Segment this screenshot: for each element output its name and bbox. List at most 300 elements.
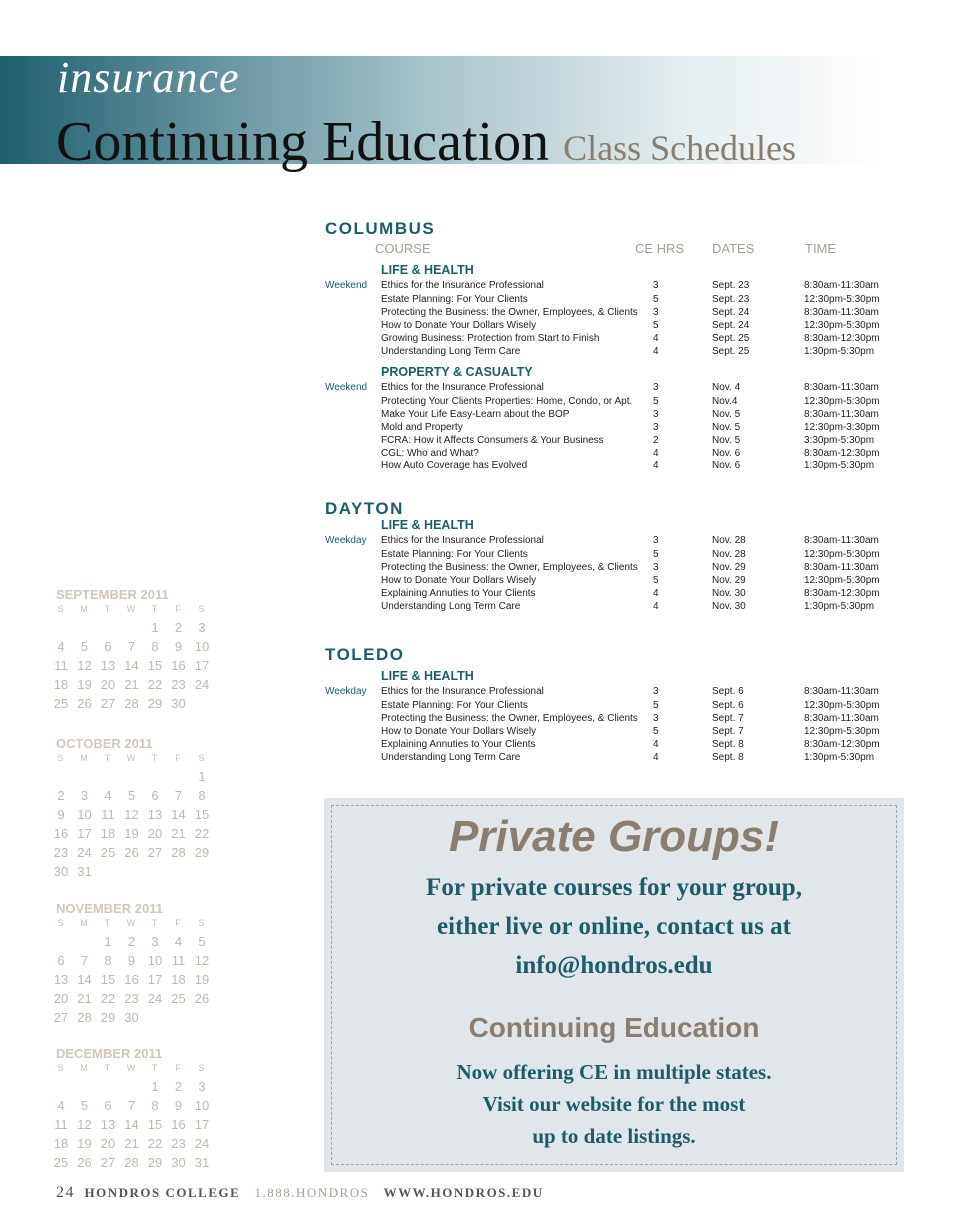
calendar-day: 28 <box>124 696 139 711</box>
course-time: 8:30am-12:30pm <box>804 738 880 750</box>
calendar-day: 26 <box>124 845 139 860</box>
calendar-day: 15 <box>100 972 116 987</box>
course-hours: 4 <box>653 447 659 459</box>
course-date: Sept. 7 <box>712 712 744 724</box>
course-hours: 3 <box>653 408 659 420</box>
course-time: 8:30am-11:30am <box>804 306 879 318</box>
course-time: 1:30pm-5:30pm <box>804 600 875 612</box>
course-time: 8:30am-11:30am <box>804 280 879 291</box>
calendar-weekday: T <box>151 753 158 763</box>
calendar-day: 12 <box>194 953 210 968</box>
calendar-day: 18 <box>100 826 116 841</box>
calendar-day: 30 <box>171 696 186 711</box>
course-hours: 3 <box>653 561 659 573</box>
calendar-day: 20 <box>147 826 163 841</box>
calendar-day: 27 <box>147 845 163 860</box>
section-title: LIFE & HEALTH <box>381 518 474 532</box>
calendar-day: 27 <box>100 696 116 711</box>
promo-line: up to date listings. <box>532 1124 696 1148</box>
calendar-day: 20 <box>53 991 69 1006</box>
course-name: Explaining Annuties to Your Clients <box>381 738 536 750</box>
city-toledo: TOLEDO <box>325 645 405 664</box>
course-name: Protecting Your Clients Properties: Home, Condo, or Apt. <box>381 395 633 407</box>
calendar-weekday: W <box>126 1063 136 1073</box>
calendar-day: 10 <box>147 953 163 968</box>
table-row <box>381 346 941 359</box>
course-date: Sept. 7 <box>712 725 744 737</box>
course-hours: 3 <box>653 535 659 546</box>
calendar-day: 13 <box>53 972 69 987</box>
course-name: CGL: Who and What? <box>381 447 479 459</box>
course-time: 8:30am-11:30am <box>804 561 879 573</box>
calendar-day: 9 <box>127 953 136 968</box>
calendar-day: 18 <box>171 972 186 987</box>
city-columbus: COLUMBUS <box>325 219 436 238</box>
calendar-day: 24 <box>147 991 163 1006</box>
calendar-day: 28 <box>171 845 186 860</box>
calendar-day: 18 <box>53 677 69 692</box>
course-date: Nov. 30 <box>712 600 746 612</box>
course-name: Ethics for the Insurance Professional <box>381 686 544 697</box>
calendar-day: 14 <box>124 1117 139 1132</box>
course-time: 12:30pm-5:30pm <box>804 725 880 737</box>
table-row <box>381 409 941 422</box>
calendar-day: 1 <box>151 1079 159 1094</box>
calendar-day: 30 <box>53 864 69 879</box>
calendar-day: 24 <box>194 677 210 692</box>
calendar-day: 19 <box>194 972 210 987</box>
calendar-day: 5 <box>80 1098 89 1113</box>
course-time: 12:30pm-5:30pm <box>804 293 880 305</box>
course-name: Explaining Annuties to Your Clients <box>381 587 536 599</box>
calendar-day: 23 <box>171 1136 186 1151</box>
col-header-time: TIME <box>805 241 837 256</box>
calendar-day: 6 <box>151 788 159 803</box>
course-name: Understanding Long Term Care <box>381 345 521 357</box>
course-date: Sept. 6 <box>712 686 744 697</box>
course-name: Protecting the Business: the Owner, Employees, & Clients <box>381 306 638 318</box>
schedule-tag: Weekday <box>325 686 367 697</box>
calendar-weekday: S <box>57 753 64 763</box>
calendar-day: 31 <box>194 1155 210 1170</box>
calendar-day: 26 <box>77 696 92 711</box>
course-hours: 3 <box>653 280 659 291</box>
table-row <box>381 333 941 346</box>
table-row <box>381 448 941 461</box>
calendar-day: 22 <box>147 1136 163 1151</box>
promo-line: Now offering CE in multiple states. <box>456 1060 772 1084</box>
calendar-day: 29 <box>100 1010 116 1025</box>
course-name: Protecting the Business: the Owner, Employees, & Clients <box>381 561 638 573</box>
schedule-tag: Weekday <box>325 535 367 546</box>
course-time: 8:30am-12:30pm <box>804 332 880 344</box>
course-date: Nov. 29 <box>712 574 746 586</box>
promo-line: Visit our website for the most <box>482 1092 746 1116</box>
course-date: Sept. 25 <box>712 332 750 344</box>
calendar-day: 25 <box>100 845 116 860</box>
calendar-day: 19 <box>77 1136 92 1151</box>
calendar-day: 12 <box>77 1117 92 1132</box>
calendar-weekday: F <box>175 753 181 763</box>
promo-line: either live or online, contact us at <box>437 913 791 940</box>
course-name: How Auto Coverage has Evolved <box>381 460 528 472</box>
course-date: Nov. 5 <box>712 421 741 433</box>
calendar-day: 6 <box>57 953 65 968</box>
course-date: Sept. 23 <box>712 280 750 291</box>
promo-headline: Private Groups! <box>448 812 780 861</box>
calendar-day: 18 <box>53 1136 69 1151</box>
calendar-day: 15 <box>147 658 163 673</box>
calendar-day: 1 <box>198 769 206 784</box>
course-hours: 3 <box>653 712 659 724</box>
course-date: Sept. 25 <box>712 345 750 357</box>
course-name: Estate Planning: For Your Clients <box>381 293 528 305</box>
calendar-day: 9 <box>174 639 183 654</box>
course-hours: 5 <box>653 319 659 331</box>
course-time: 8:30am-11:30am <box>804 408 879 420</box>
table-row <box>381 396 941 409</box>
calendar-day: 7 <box>174 788 183 803</box>
calendar-weekday: S <box>198 604 205 614</box>
calendar-weekday: W <box>126 753 136 763</box>
table-row <box>381 294 941 307</box>
course-date: Nov.4 <box>712 395 738 407</box>
calendar-day: 17 <box>194 658 210 673</box>
course-time: 12:30pm-5:30pm <box>804 548 880 560</box>
table-row <box>381 549 941 562</box>
calendar-day: 30 <box>171 1155 186 1170</box>
course-date: Nov. 5 <box>712 408 741 420</box>
footer-website-link[interactable]: WWW.HONDROS.EDU <box>383 1185 544 1200</box>
calendar-day: 13 <box>100 658 116 673</box>
calendar-day: 15 <box>147 1117 163 1132</box>
course-name: Ethics for the Insurance Professional <box>381 280 544 291</box>
calendar-weekday: T <box>104 1063 111 1073</box>
course-time: 1:30pm-5:30pm <box>804 460 875 472</box>
calendar-day: 5 <box>80 639 89 654</box>
calendar-day: 23 <box>53 845 69 860</box>
course-time: 8:30am-11:30am <box>804 382 879 393</box>
calendar-day: 17 <box>147 972 163 987</box>
course-name: Understanding Long Term Care <box>381 751 521 763</box>
calendar-day: 29 <box>147 1155 163 1170</box>
calendar-day: 16 <box>124 972 139 987</box>
title-main: Continuing Education <box>56 111 550 173</box>
calendar-day: 6 <box>104 639 112 654</box>
calendar-day: 21 <box>124 1136 139 1151</box>
calendar-day: 20 <box>100 1136 116 1151</box>
promo-body <box>324 868 904 985</box>
calendar-day: 9 <box>174 1098 183 1113</box>
course-name: How to Donate Your Dollars Wisely <box>381 319 537 331</box>
calendar-month-title: OCTOBER 2011 <box>56 736 153 751</box>
calendar-day: 14 <box>124 658 139 673</box>
calendar-day: 8 <box>198 788 206 803</box>
calendar-day: 19 <box>124 826 139 841</box>
calendar-day: 22 <box>194 826 210 841</box>
category-kicker: insurance <box>57 53 240 102</box>
calendar-day: 24 <box>77 845 92 860</box>
calendar-day: 10 <box>194 639 210 654</box>
course-time: 12:30pm-5:30pm <box>804 319 880 331</box>
calendar-day: 2 <box>127 934 136 949</box>
calendar-day: 26 <box>77 1155 92 1170</box>
course-name: FCRA: How it Affects Consumers & Your Business <box>381 434 604 446</box>
course-date: Nov. 28 <box>712 535 746 546</box>
table-row <box>381 739 941 752</box>
calendar-day: 19 <box>77 677 92 692</box>
course-time: 12:30pm-5:30pm <box>804 395 880 407</box>
calendar-day: 3 <box>151 934 159 949</box>
course-name: Ethics for the Insurance Professional <box>381 535 544 546</box>
table-row <box>381 700 941 713</box>
table-row <box>381 320 941 333</box>
course-date: Nov. 6 <box>712 460 741 472</box>
calendar-day: 2 <box>174 1079 183 1094</box>
calendar-day: 14 <box>171 807 186 822</box>
calendar-day: 29 <box>194 845 210 860</box>
promo-subhead: Continuing Education <box>468 1012 760 1043</box>
calendar-day: 1 <box>151 620 159 635</box>
course-name: Understanding Long Term Care <box>381 600 521 612</box>
course-name: Protecting the Business: the Owner, Employees, & Clients <box>381 712 638 724</box>
calendar-day: 8 <box>151 639 159 654</box>
course-time: 8:30am-11:30am <box>804 686 879 697</box>
course-date: Nov. 5 <box>712 434 741 446</box>
calendar-weekday: S <box>57 604 64 614</box>
course-date: Sept. 6 <box>712 699 744 711</box>
col-header-ce-hrs: CE HRS <box>635 241 685 256</box>
course-time: 12:30pm-5:30pm <box>804 574 880 586</box>
table-row <box>381 280 941 293</box>
course-date: Nov. 6 <box>712 447 741 459</box>
calendar-day: 26 <box>194 991 210 1006</box>
calendar-day: 6 <box>104 1098 112 1113</box>
calendar-day: 11 <box>171 953 186 968</box>
calendar-day: 8 <box>104 953 112 968</box>
calendar-day: 10 <box>77 807 92 822</box>
calendar-day: 21 <box>124 677 139 692</box>
calendar-weekday: F <box>175 918 181 928</box>
course-hours: 4 <box>653 738 659 750</box>
course-date: Sept. 24 <box>712 319 750 331</box>
page-number: 24 <box>56 1184 75 1201</box>
col-header-dates: DATES <box>712 241 755 256</box>
calendar-weekday: M <box>80 1063 88 1073</box>
footer-phone: 1.888.HONDROS <box>254 1185 370 1200</box>
course-time: 12:30pm-3:30pm <box>804 421 880 433</box>
table-row <box>381 460 941 473</box>
course-hours: 5 <box>653 574 659 586</box>
course-hours: 5 <box>653 293 659 305</box>
calendar-day: 1 <box>104 934 112 949</box>
calendar-day: 17 <box>194 1117 210 1132</box>
calendar-weekday: T <box>151 918 158 928</box>
calendar-weekday: T <box>104 753 111 763</box>
course-time: 8:30am-12:30pm <box>804 447 880 459</box>
course-hours: 5 <box>653 548 659 560</box>
calendar-day: 16 <box>53 826 69 841</box>
table-row <box>381 422 941 435</box>
course-hours: 5 <box>653 699 659 711</box>
calendar-weekday: W <box>126 918 136 928</box>
course-name: How to Donate Your Dollars Wisely <box>381 725 537 737</box>
calendar-day: 3 <box>198 620 206 635</box>
calendar-day: 7 <box>127 1098 136 1113</box>
calendar-weekday: M <box>80 753 88 763</box>
calendar-weekday: T <box>104 604 111 614</box>
table-row <box>381 726 941 739</box>
calendar-weekday: S <box>198 1063 205 1073</box>
calendar-month-title: SEPTEMBER 2011 <box>56 587 169 602</box>
calendar-day: 11 <box>101 807 115 822</box>
schedule-tag: Weekend <box>325 280 368 291</box>
calendar-day: 22 <box>147 677 163 692</box>
section-title: PROPERTY & CASUALTY <box>381 365 533 379</box>
table-row <box>381 575 941 588</box>
course-time: 8:30am-11:30am <box>804 712 879 724</box>
course-date: Nov. 28 <box>712 548 746 560</box>
city-dayton: DAYTON <box>325 499 404 518</box>
calendar-day: 21 <box>77 991 92 1006</box>
calendar-weekday: F <box>175 1063 181 1073</box>
calendar-day: 12 <box>77 658 92 673</box>
course-name: Mold and Property <box>381 421 463 433</box>
course-hours: 3 <box>653 686 659 697</box>
table-row <box>381 686 941 699</box>
calendar-weekday: S <box>198 918 205 928</box>
calendar-weekday: T <box>151 604 158 614</box>
calendar-day: 15 <box>194 807 210 822</box>
calendar-day: 27 <box>53 1010 69 1025</box>
schedule-tag: Weekend <box>325 382 368 393</box>
calendar-day: 11 <box>54 658 68 673</box>
table-row <box>381 307 941 320</box>
calendar-day: 23 <box>124 991 139 1006</box>
calendar-day: 16 <box>171 1117 186 1132</box>
course-hours: 4 <box>653 587 659 599</box>
course-time: 8:30am-12:30pm <box>804 587 880 599</box>
page-title <box>56 110 796 174</box>
table-row <box>381 588 941 601</box>
calendar-day: 9 <box>57 807 65 822</box>
calendar-day: 4 <box>104 788 112 803</box>
calendar-day: 4 <box>57 639 65 654</box>
calendar-weekday: M <box>80 918 88 928</box>
course-time: 1:30pm-5:30pm <box>804 751 875 763</box>
course-date: Sept. 8 <box>712 751 744 763</box>
course-date: Sept. 23 <box>712 293 750 305</box>
course-hours: 4 <box>653 332 659 344</box>
course-hours: 5 <box>653 725 659 737</box>
calendar-day: 28 <box>77 1010 92 1025</box>
calendar-month-title: NOVEMBER 2011 <box>56 901 163 916</box>
course-hours: 3 <box>653 382 659 393</box>
calendar-day: 17 <box>77 826 92 841</box>
table-row <box>381 435 941 448</box>
calendar-day: 22 <box>100 991 116 1006</box>
calendar-day: 4 <box>57 1098 65 1113</box>
course-hours: 3 <box>653 421 659 433</box>
calendar-day: 3 <box>80 788 89 803</box>
calendar-day: 30 <box>124 1010 139 1025</box>
calendar-day: 25 <box>53 1155 69 1170</box>
calendar-day: 5 <box>198 934 206 949</box>
calendar-weekday: S <box>198 753 205 763</box>
course-hours: 4 <box>653 600 659 612</box>
title-subtitle: Class Schedules <box>563 128 797 168</box>
calendar-day: 24 <box>194 1136 210 1151</box>
calendar-weekday: S <box>57 1063 64 1073</box>
calendar-weekday: F <box>175 604 181 614</box>
course-name: Estate Planning: For Your Clients <box>381 548 528 560</box>
table-row <box>381 562 941 575</box>
course-name: How to Donate Your Dollars Wisely <box>381 574 537 586</box>
table-row <box>381 752 941 765</box>
footer-college: HONDROS COLLEGE <box>84 1185 241 1200</box>
course-hours: 5 <box>653 395 659 407</box>
calendar-day: 8 <box>151 1098 159 1113</box>
section-title: LIFE & HEALTH <box>381 263 474 277</box>
calendar-day: 31 <box>77 864 92 879</box>
course-time: 12:30pm-5:30pm <box>804 699 880 711</box>
calendar-day: 10 <box>194 1098 210 1113</box>
calendar-day: 14 <box>77 972 92 987</box>
course-name: Make Your Life Easy-Learn about the BOP <box>381 408 570 420</box>
course-time: 1:30pm-5:30pm <box>804 345 875 357</box>
calendar-day: 13 <box>100 1117 116 1132</box>
section-title: LIFE & HEALTH <box>381 669 474 683</box>
calendar-day: 4 <box>174 934 183 949</box>
calendar-day: 28 <box>124 1155 139 1170</box>
table-row <box>381 713 941 726</box>
course-name: Ethics for the Insurance Professional <box>381 382 544 393</box>
calendar-weekday: W <box>126 604 136 614</box>
course-date: Nov. 4 <box>712 382 741 393</box>
calendar-day: 7 <box>80 953 89 968</box>
calendar-day: 20 <box>100 677 116 692</box>
promo-line: For private courses for your group, <box>426 874 802 901</box>
calendar-day: 7 <box>127 639 136 654</box>
table-row <box>381 535 941 548</box>
calendar-day: 2 <box>57 788 65 803</box>
calendar-day: 11 <box>54 1117 68 1132</box>
course-hours: 4 <box>653 345 659 357</box>
course-date: Nov. 29 <box>712 561 746 573</box>
promo-email-link[interactable]: info@hondros.edu <box>515 952 713 979</box>
calendar-day: 21 <box>171 826 186 841</box>
course-time: 3:30pm-5:30pm <box>804 434 875 446</box>
col-header-course: COURSE <box>375 241 431 256</box>
private-groups-box <box>324 798 904 1172</box>
course-time: 8:30am-11:30am <box>804 535 879 546</box>
course-name: Growing Business: Protection from Start to Finish <box>381 332 600 344</box>
calendar-day: 5 <box>127 788 136 803</box>
table-row <box>381 382 941 395</box>
calendar-day: 25 <box>53 696 69 711</box>
calendar-weekday: S <box>57 918 64 928</box>
course-hours: 2 <box>653 434 659 446</box>
calendar-weekday: M <box>80 604 88 614</box>
course-date: Sept. 8 <box>712 738 744 750</box>
promo-body-2 <box>324 1056 904 1152</box>
course-name: Estate Planning: For Your Clients <box>381 699 528 711</box>
calendar-weekday: T <box>151 1063 158 1073</box>
calendar-day: 23 <box>171 677 186 692</box>
page-footer <box>56 1184 544 1202</box>
course-date: Nov. 30 <box>712 587 746 599</box>
calendar-day: 2 <box>174 620 183 635</box>
